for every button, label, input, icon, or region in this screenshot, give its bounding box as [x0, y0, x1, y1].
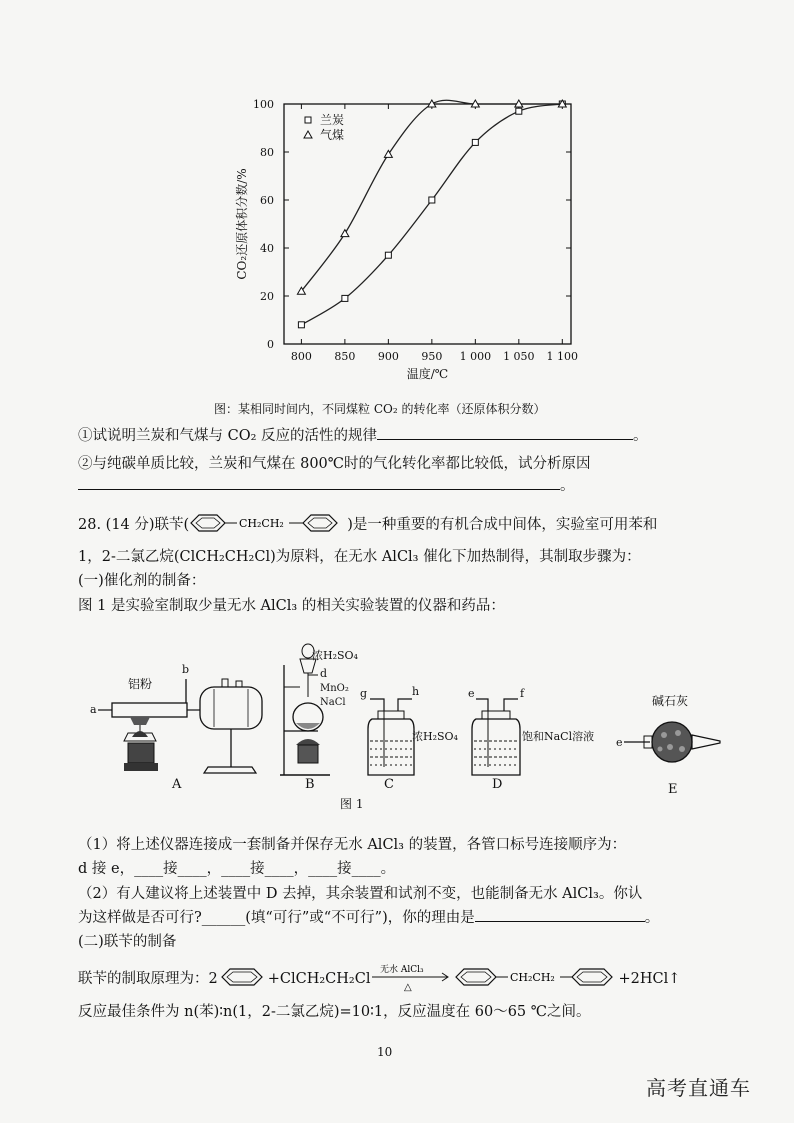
- apparatus-d: [468, 687, 594, 792]
- reaction-conditions: 反应最佳条件为 n(苯)∶n(1，2-二氯乙烷)=10∶1，反应温度在 60～65 ℃之间。: [78, 1004, 591, 1020]
- x-tick-label: 1 000: [459, 350, 492, 363]
- port-d-label: d: [320, 667, 328, 680]
- data-point-triangle: [384, 150, 392, 157]
- equation-product: +2HCl↑: [618, 971, 681, 987]
- equation-reactant: +ClCH₂CH₂Cl: [267, 971, 371, 987]
- bibenzyl-structure: [189, 512, 347, 534]
- x-tick-label: 800: [290, 350, 312, 363]
- figure-1-intro: 图 1 是实验室制取少量无水 AlCl₃ 的相关实验装置的仪器和药品：: [78, 598, 505, 614]
- apparatus-b: [280, 644, 359, 792]
- data-point-square: [429, 197, 435, 203]
- label-b: B: [305, 777, 315, 792]
- port-e2-label: e: [616, 736, 623, 749]
- legend-label: 气煤: [320, 128, 345, 142]
- chart-axes: [234, 98, 578, 381]
- page-number: 10: [377, 1045, 393, 1059]
- section-bibenzyl: (二)联苄的制备: [78, 934, 177, 950]
- benzene-icon: [218, 966, 268, 988]
- question-28-tail: )是一种重要的有机合成中间体，实验室可用苯和: [347, 517, 658, 533]
- question-2-line2: [78, 474, 575, 495]
- apparatus-figure: [0, 625, 794, 825]
- y-tick-label: 80: [260, 146, 274, 159]
- chart-legend: [304, 112, 344, 142]
- legend-label: 兰炭: [320, 113, 345, 127]
- x-tick-label: 1 100: [546, 350, 579, 363]
- label-d: D: [492, 777, 503, 792]
- x-tick-label: 950: [421, 350, 443, 363]
- answer-blank-2: [78, 475, 560, 490]
- answer-blank-reason: [475, 907, 645, 922]
- question-1-end: 。: [633, 428, 648, 444]
- bibenzyl-product: [452, 966, 618, 988]
- nacl-label: NaCl: [320, 697, 346, 708]
- chart-caption: 图：某相同时间内，不同煤粒 CO₂ 的转化率（还原体积分数）: [214, 402, 546, 416]
- apparatus-e: [616, 693, 720, 797]
- answer-blank-1: [377, 425, 633, 440]
- label-e: E: [668, 782, 678, 797]
- y-tick-label: 100: [253, 98, 274, 111]
- b-conc-h2so4: 浓H₂SO₄: [312, 649, 358, 662]
- sodalime-label: 碱石灰: [652, 694, 689, 708]
- data-point-square: [516, 108, 522, 114]
- reaction-equation: [78, 963, 680, 993]
- conversion-chart: [0, 0, 794, 400]
- sat-nacl-label: 饱和NaCl溶液: [522, 730, 595, 743]
- question-28-line2: 1，2-二氯乙烷(ClCH₂CH₂Cl)为原料，在无水 AlCl₃ 催化下加热制得，其制取步骤为：: [78, 549, 641, 565]
- y-tick-label: 40: [260, 242, 274, 255]
- label-a: A: [172, 777, 182, 792]
- port-e-label: e: [468, 687, 475, 700]
- legend-marker-triangle: [304, 131, 312, 138]
- reaction-arrow: [370, 963, 452, 993]
- figure-1-caption: 图 1: [340, 797, 364, 811]
- x-axis-label: 温度/℃: [406, 367, 449, 381]
- al-powder-label: 铝粉: [128, 677, 153, 691]
- port-a-label: a: [90, 703, 97, 716]
- subquestion-1-sequence: d 接 e，____接____，____接____，____接____。: [78, 861, 396, 877]
- label-c: C: [384, 777, 394, 792]
- y-tick-label: 60: [260, 194, 274, 207]
- port-f-label: f: [520, 687, 525, 700]
- port-g-label: g: [360, 687, 368, 700]
- watermark: 高考直通车: [646, 1076, 751, 1100]
- subquestion-1: （1）将上述仪器连接成一套制备并保存无水 AlCl₃ 的装置，各管口标号连接顺序为：: [78, 837, 627, 853]
- apparatus-a: [90, 663, 262, 792]
- question-28-line1: [78, 512, 657, 534]
- data-point-square: [342, 295, 348, 301]
- y-tick-label: 0: [267, 338, 274, 351]
- c-conc-h2so4: 浓H₂SO₄: [412, 730, 458, 743]
- y-axis-label: CO₂还原体积分数/%: [235, 168, 249, 280]
- legend-marker-square: [305, 117, 311, 123]
- equation-prefix: 联苄的制取原理为：2: [78, 971, 218, 987]
- data-point-square: [472, 139, 478, 145]
- x-tick-label: 850: [334, 350, 356, 363]
- subquestion-2-line2: [78, 906, 659, 927]
- question-2-end: 。: [560, 478, 575, 494]
- equation-mid: CH₂CH₂: [510, 971, 556, 984]
- data-point-square: [298, 322, 304, 328]
- port-h-label: h: [412, 685, 420, 698]
- subquestion-2-end: 。: [644, 910, 660, 926]
- subquestion-2: （2）有人建议将上述装置中 D 去掉，其余装置和试剂不变，也能制备无水 AlCl₃。你认: [78, 886, 643, 902]
- y-tick-label: 20: [260, 290, 274, 303]
- question-28-head: 28. (14 分)联苄(: [78, 517, 190, 533]
- mno2-label: MnO₂: [320, 683, 349, 694]
- data-point-triangle: [341, 230, 349, 237]
- question-1: [78, 424, 648, 445]
- reaction-heat: △: [404, 982, 413, 993]
- question-1-text: ①试说明兰炭和气煤与 CO₂ 反应的活性的规律: [78, 428, 378, 444]
- apparatus-c: [360, 685, 459, 792]
- reaction-catalyst: 无水 AlCl₃: [380, 965, 425, 975]
- x-tick-label: 900: [377, 350, 399, 363]
- subquestion-2-text: 为这样做是否可行?______(填“可行”或“不可行”)，你的理由是: [78, 910, 475, 926]
- x-tick-label: 1 050: [503, 350, 535, 363]
- data-point-square: [385, 252, 391, 258]
- bibenzyl-label: CH₂CH₂: [239, 517, 285, 530]
- section-catalyst: (一)催化剂的制备：: [78, 573, 206, 589]
- question-2: ②与纯碳单质比较，兰炭和气煤在 800℃时的气化转化率都比较低，试分析原因: [78, 456, 591, 472]
- port-b-label: b: [182, 663, 190, 676]
